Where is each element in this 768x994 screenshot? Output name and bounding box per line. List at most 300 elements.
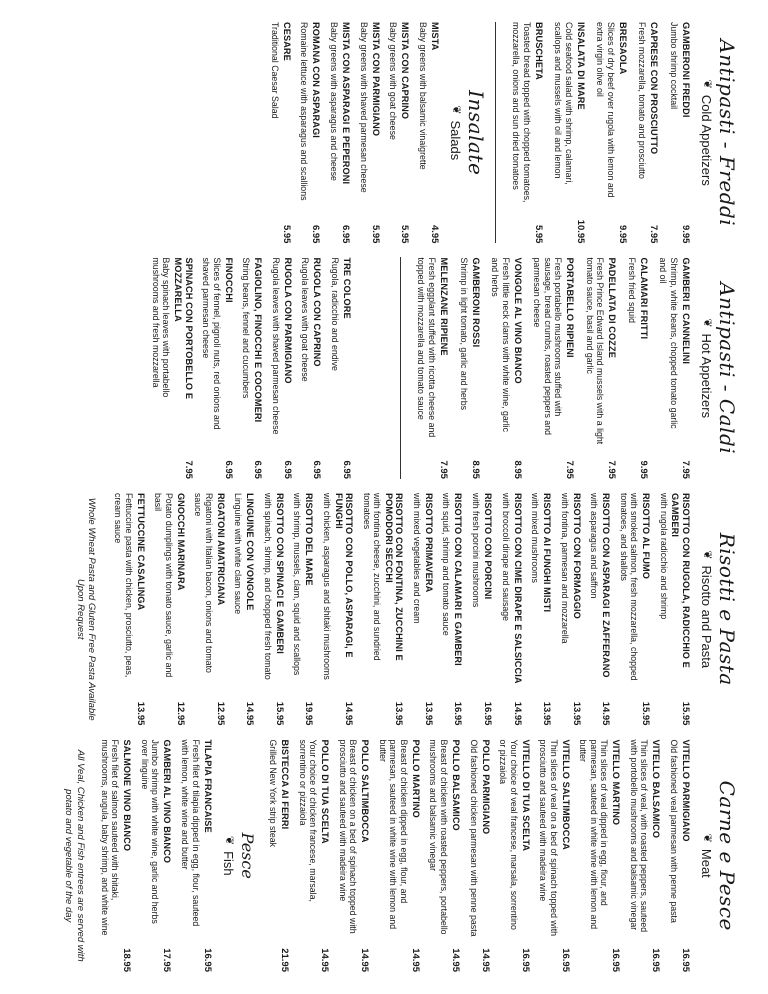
menu-item-name: RISOTTO AL FUMO [641, 492, 652, 579]
menu-item-name: ROMANA CON ASPARAGI [311, 22, 322, 138]
fish-subtitle: Fish [220, 851, 236, 876]
menu-item [262, 493, 285, 726]
menu-item-row [482, 493, 493, 726]
menu-item-name: PORTABELLO RIPIENI [565, 257, 576, 358]
menu-item-price: 6.95 [310, 224, 322, 244]
menu-item-row [560, 739, 571, 972]
salads-subtitle-row [448, 22, 463, 243]
menu-item [150, 257, 193, 478]
menu-item-row [121, 739, 132, 972]
menu-item-name: TILAPIA FRANCAISE [202, 739, 213, 833]
menu-item-price: 5.95 [399, 224, 411, 244]
menu-item [361, 493, 404, 726]
menu-item [269, 22, 292, 243]
menu-item [626, 257, 649, 478]
menu-item [498, 739, 531, 972]
menu-item-desc: Thin slices of veal, with roasted peppers, sauteed with portobello mushrooms and balsamic vinegar [628, 739, 650, 933]
menu-item [500, 493, 523, 726]
menu-item-price: 14.95 [244, 701, 256, 726]
menu-item [139, 739, 172, 972]
menu-item-desc: Your choice of chicken francese, marsala, sorrentino or pizzaiola [297, 739, 319, 902]
menu-item-name: RISOTTO DEL MARE [304, 492, 315, 586]
menu-item-desc: Rugola leaves with goat cheese [300, 257, 311, 382]
menu-item-row [423, 493, 434, 726]
salads-divider [400, 257, 401, 478]
menu-item-price: 7.95 [606, 460, 618, 479]
menu-item-row [244, 493, 255, 726]
menu-item-row [282, 257, 293, 478]
cold-title: Antipasti - Freddi [715, 39, 739, 227]
menu-item [628, 739, 661, 972]
menu-item-desc: Toasted bread topped with chopped tomatoes, mozzarella, onions and sun dried tomatoes [511, 22, 532, 203]
menu-item [589, 493, 612, 726]
menu-item-price: 16.95 [610, 948, 622, 972]
menu-item [328, 22, 351, 243]
menu-item-desc: with rugola radicchio and shrimp [658, 492, 669, 620]
menu-item [470, 493, 493, 726]
menu-item-desc: Traditional Caesar Salad [269, 22, 280, 119]
menu-item-desc: Grilled New York strip steak [268, 739, 279, 848]
menu-item-price: 7.95 [437, 460, 449, 479]
menu-item-price: 6.95 [339, 224, 351, 244]
menu-item [530, 493, 553, 726]
menu-item-desc: Jumbo shrimp cocktail [669, 22, 679, 110]
menu-item-desc: Breast of chicken dipped in egg, flour, and parmesan, sauteed in white wine with lemon and butter [377, 739, 409, 930]
menu-item-price: 21.95 [279, 948, 291, 972]
menu-item-price: 14.95 [479, 948, 491, 972]
menu-item-desc: Breast of chicken with roasted peppers, portabello mushrooms and balsamic vinegar [428, 739, 449, 935]
menu-item-row [281, 22, 292, 243]
menu-item-name: GAMBERI AL VINO BIANCO [162, 739, 173, 864]
menu-item-price: 10.95 [574, 219, 586, 244]
menu-item-price: 17.95 [161, 948, 173, 972]
menu-item [668, 739, 691, 972]
menu-item-row [680, 22, 691, 243]
menu-item-desc: Breast of chicken on a bed of spinach topped with prosciutto and sauteed with madeira wine [337, 739, 359, 934]
menu-item-desc: Jumbo shrimp with white wine, garlic and herbs over linguine [139, 739, 161, 924]
menu-item-desc: with spinach, shrimp, and chopped fresh tomato [262, 492, 273, 680]
menu-item-row [223, 257, 234, 478]
menu-item-price: 14.95 [600, 701, 612, 726]
menu-item-name: RISOTTO PRIMAVERA [423, 492, 434, 593]
menu-item-name: RISOTTO CON FONTINA, ZUCCHINI E POMODORI SECCHI [383, 492, 405, 661]
menu-item-price: 6.95 [222, 460, 234, 479]
menu-item [416, 257, 449, 478]
menu-item-name: VITELLO DI TUA SCELTA [520, 739, 531, 852]
menu-item-row [680, 257, 691, 478]
salads-left-list [262, 22, 439, 243]
menu-item-name: MELENZANE RIPIENE [438, 257, 449, 356]
meat-list [261, 739, 691, 972]
menu-item-row [680, 739, 691, 972]
menu-item-row [452, 493, 463, 726]
menu-item [595, 22, 628, 243]
menu-item-price: 14.95 [409, 948, 421, 972]
menu-item-price: 15.95 [273, 701, 285, 726]
menu-item-row [311, 257, 322, 478]
menu-item-name: VONGOLE AL VINO BIANCO [512, 257, 523, 384]
menu-item-row [670, 493, 691, 726]
meat-subtitle: Meat [699, 848, 714, 878]
menu-item-name: RISOTTO CON POLLO, ASPARAGI, E FUNGHI [333, 492, 355, 658]
menu-item [268, 739, 291, 972]
menu-item-name: GAMBERONI ROSSI [470, 257, 481, 348]
heart-icon: ❦ [701, 79, 713, 89]
menu-item-row [279, 739, 290, 972]
menu-item-price: 19.95 [303, 701, 315, 726]
menu-item-name: POLLO DI TUA SCELTA [320, 739, 331, 844]
menu-item-row [370, 22, 381, 243]
menu-item [553, 22, 586, 243]
fish-list [92, 739, 212, 972]
menu-item [428, 739, 461, 972]
menu-item-desc: Old fashioned veal parmesan with penne pasta [669, 739, 679, 923]
column-left [18, 22, 742, 243]
menu-item-row [340, 22, 351, 243]
menu-item-desc: Shrimp in light tomato, garlic and herbs [458, 257, 469, 411]
column-pasta [18, 493, 742, 726]
menu-item-desc: Old fashioned chicken parmesan with penne pasta [468, 739, 479, 937]
menu-item-desc: with mixed vegetables and cream [411, 492, 422, 624]
menu-item-price: 13.95 [570, 701, 582, 726]
menu-item-name: RISOTTO CON SPINACI E GAMBERI [274, 492, 285, 654]
heart-icon: ❦ [449, 105, 462, 115]
menu-item-desc: Thin slices of veal dipped in egg, flour, and parmesan, sauteed in white wine with lemon and butter [578, 739, 610, 930]
menu-item-desc: Fresh filet of tilapia dipped in egg, flour, sauteed with lemon, white wine and butter [179, 739, 201, 927]
menu-item-row [520, 739, 531, 972]
menu-item [292, 493, 315, 726]
menu-item-price: 6.95 [340, 460, 352, 479]
menu-item-desc: Fresh fried squid [626, 257, 637, 323]
menu-item-price: 16.95 [452, 701, 464, 726]
menu-item [153, 493, 186, 726]
menu-item-row [135, 493, 146, 726]
menu-item-row [202, 739, 213, 972]
menu-item-name: RUGOLA CON CAPRINO [312, 257, 323, 367]
salads-title: Insalate [463, 90, 488, 176]
menu-item-price: 15.95 [680, 701, 691, 726]
menu-item [618, 493, 651, 726]
menu-item-desc: with fresh porcini mushrooms [471, 492, 482, 608]
menu-item-desc: with broccoli dirape and sausage [500, 492, 511, 622]
menu-item-row [383, 493, 404, 726]
menu-item [329, 257, 352, 478]
menu-item-price: 6.95 [281, 460, 293, 479]
menu-item-row [617, 22, 628, 243]
menu-item-row [399, 22, 410, 243]
menu-item-price: 12.95 [214, 701, 226, 726]
menu-item-row [648, 22, 659, 243]
menu-item [99, 739, 132, 972]
menu-item-name: CAPRESE CON PROSCIUTTO [649, 22, 660, 155]
menu-item-row [571, 493, 582, 726]
menu-item-name: BRESAOLA [617, 22, 628, 75]
menu-item [113, 493, 146, 726]
menu-item-desc: Rugola, radicchio and endive [329, 257, 340, 371]
menu-item-desc: Fresh little neck clams with white wine, garlic and herbs [490, 257, 511, 432]
pesce-title: Pesce [237, 832, 257, 879]
meat-footer: All Veal, Chicken and Fish entrees are served with potato and vegetable of the day [63, 749, 87, 962]
menu-item-name: MISTA CON PARMIGIANO [370, 22, 381, 137]
menu-item-price: 18.95 [121, 948, 133, 972]
menu-item-row [333, 493, 354, 726]
meat-title: Carne e Pesce [715, 780, 739, 931]
menu-item-row [564, 257, 575, 478]
pasta-footer: Whole Wheat Pasta and Gluten Free Pasta Available Upon Request [74, 497, 98, 721]
menu-item-desc: Fresh filet of salmon sauteed with shitaki, mushrooms, arugula, baby shrimp, and white wine [99, 739, 121, 936]
pasta-list [106, 493, 692, 726]
menu-item-price: 4.95 [428, 224, 440, 244]
heart-icon: ❦ [701, 833, 713, 843]
menu-item [441, 493, 464, 726]
menu-item-desc: Baby greens with goat cheese [388, 22, 399, 140]
menu-item-name: FAGIOLINO, FINOCCHI E COCOMERI [253, 257, 264, 423]
menu-item [179, 739, 212, 972]
menu-item-row [600, 493, 611, 726]
hot-subtitle: Hot Appetizers [699, 333, 714, 419]
menu-item [193, 493, 226, 726]
menu-item-desc: Fresh Prince Edward Island mussels with a light tomato sauce, basil and garlic [584, 257, 606, 445]
hot-title: Antipasti - Caldi [715, 282, 739, 455]
menu-item-row [252, 257, 263, 478]
menu-item [532, 257, 576, 478]
menu-item-desc: Rigatoni with Italian bacon, onions and tomato sauce [193, 492, 214, 673]
menu-item-desc: with fontina cheese, zucchini, and sundried tomatoes [361, 492, 383, 661]
menu-item [411, 493, 434, 726]
menu-item-name: MISTA [429, 22, 440, 51]
menu-item [511, 22, 544, 243]
menu-item [538, 739, 571, 972]
menu-item-name: GAMBERONI FREDDI [681, 22, 691, 118]
menu-item-price: 14.95 [319, 948, 331, 972]
menu-item [388, 22, 411, 243]
menu-item [358, 22, 381, 243]
menu-item-name: RISOTTO CON ASPARAGI E ZAFFERANO [601, 492, 612, 678]
menu-item [490, 257, 523, 478]
menu-item-price: 14.95 [449, 948, 461, 972]
fish-subtitle-row [221, 739, 236, 972]
menu-item-name: GAMBERI E CANNELINI [681, 257, 691, 365]
menu-item-desc: Fettuccine pasta with chicken, prosciutto, peas, cream sauce [113, 492, 134, 678]
menu-item-price: 5.95 [280, 224, 292, 244]
menu-item-name: VITELLO BALSAMICO [651, 739, 662, 839]
menu-item [299, 22, 322, 243]
menu-item-desc: with mixed mushrooms [530, 492, 541, 583]
menu-item [637, 22, 660, 243]
menu-item-price: 8.95 [469, 460, 481, 479]
salads-subtitle: Salads [447, 120, 463, 161]
column-meat [18, 739, 742, 972]
menu-item-row [319, 739, 330, 972]
menu-item-price: 5.95 [369, 224, 381, 244]
menu-item [417, 22, 440, 243]
menu-item-desc: Slices of dry beef over rugola with lemon and extra virgin olive oil [595, 22, 616, 198]
menu-item [668, 22, 691, 243]
menu-item-name: INSALATA DI MARE [575, 22, 586, 110]
menu-item [458, 257, 481, 478]
menu-item-price: 9.95 [637, 460, 649, 479]
menu-item-name: RISOTTO CON FORMAGGIO [571, 492, 582, 619]
menu-item-desc: Romaine lettuce with asparagus and scallions [299, 22, 310, 201]
menu-item [201, 257, 234, 478]
menu-item-name: LINGUINE CON VONGOLE [245, 492, 256, 611]
menu-item-price: 16.95 [559, 948, 571, 972]
menu-item-name: POLLO PARMIGIANO [480, 739, 491, 835]
menu-item-desc: Thin slices of veal on a bed of spinach topped with prosciutto and sauteed with madeira wine [538, 739, 559, 937]
menu-item-name: TRE COLORE [341, 257, 352, 319]
menu-item-desc: Fresh eggplant stuffed with ricotta cheese and topped with mozzarella and tomato sauce [416, 257, 437, 438]
menu-item-name: BRUSCHETA [533, 22, 544, 80]
menu-item-row [410, 739, 421, 972]
menu-item-name: RIGATONI AMATRICIANA [215, 492, 226, 606]
menu-item-row [215, 493, 226, 726]
menu-item-desc: Baby spinach leaves with portabello mushrooms and fresh mozzarella [150, 257, 172, 398]
menu-item-price: 5.95 [532, 224, 544, 244]
heart-icon: ❦ [222, 835, 235, 846]
salads-divider [495, 22, 496, 243]
menu-item-row [650, 739, 661, 972]
menu-item-price: 13.95 [422, 701, 434, 726]
salads-right-spacer [352, 257, 396, 478]
menu-item-price: 16.95 [519, 948, 531, 972]
salads-right-list [143, 257, 352, 478]
menu-item-name: RISOTTO CON RUGOLA, RADICCHIO E GAMBERI [670, 492, 691, 668]
cold-subtitle-row [699, 22, 714, 243]
menu-item-row [533, 22, 544, 243]
menu-item-name: CESARE [281, 22, 292, 61]
menu-item-row [470, 257, 481, 478]
menu-item-name: MISTA CON CAPRINO [400, 22, 411, 120]
menu-item-desc: Baby greens with shaved parmesan cheese [358, 22, 369, 193]
pasta-subtitle-row [699, 493, 714, 726]
menu-item-row [450, 739, 461, 972]
menu-item-desc: Baby greens with asparagus and cheese [328, 22, 339, 181]
menu-item-name: POLLO SALTIMBOCCA [360, 739, 371, 843]
menu-item-name: FETTUCCINE CASALINGA [135, 492, 146, 611]
menu-item-desc: with fontina, parmesan and mozzarella [559, 492, 570, 644]
menu-item-desc: Fresh portabello mushrooms stuffed with sausage, bread crumbs, roasted peppers and parmesan cheese [532, 257, 564, 435]
menu-item-price: 16.95 [482, 701, 494, 726]
menu-item-name: VITELLO MARTINO [611, 739, 622, 826]
menu-item-price: 7.95 [680, 460, 691, 479]
menu-item-desc: Linguine with white clam sauce [233, 492, 244, 615]
menu-item-desc: with asparagus and saffron [589, 492, 600, 599]
menu-item-row [438, 257, 449, 478]
menu-item-desc: Shrimp, white beans, chopped tomato garlic and oil [658, 257, 679, 429]
menu-item [233, 493, 256, 726]
menu-item-row [610, 739, 621, 972]
menu-item-desc: Rugola leaves with shaved parmesan cheese [270, 257, 281, 435]
menu-item [658, 257, 691, 478]
menu-item-row [359, 739, 370, 972]
meat-subtitle-row [699, 739, 714, 972]
menu-item-price: 16.95 [650, 948, 662, 972]
hot-subtitle-row [699, 257, 714, 478]
menu-item-price: 13.95 [541, 701, 553, 726]
menu-item-price: 13.95 [134, 701, 146, 726]
menu-item-row [161, 739, 172, 972]
menu-item [270, 257, 293, 478]
menu-item-name: VITELLO SALTIMBOCCA [560, 739, 571, 850]
menu-item [468, 739, 491, 972]
menu-item-price: 8.95 [511, 460, 523, 479]
menu-item-name: FINOCCHI [223, 257, 234, 303]
menu-item-desc: Fresh mozzarella, tomato and prosciutto [637, 22, 648, 179]
menu-item-price: 14.95 [511, 701, 523, 726]
menu-item-price: 12.95 [174, 701, 186, 726]
menu-item-desc: with smoked salmon, fresh mozzarella, chopped tomatoes, and shallots [618, 492, 640, 681]
pasta-title: Risotti e Pasta [715, 532, 739, 686]
menu-item-desc: Baby greens with balsamic vinaigrette [417, 22, 428, 170]
menu-item-desc: Potato dumplings with tomato sauce, garlic and basil [153, 492, 174, 678]
menu-item-desc: with chicken, asparagus and shitaki mushrooms [321, 492, 332, 680]
menu-item [300, 257, 323, 478]
menu-item-row [303, 493, 314, 726]
menu-item-name: RISOTTO CON CALAMARI E GAMBERI [453, 492, 464, 666]
pasta-subtitle: Risotto and Pasta [699, 565, 714, 669]
menu-item [241, 257, 264, 478]
menu-item-desc: with shrimp, mussels, clam, squid and scallops [292, 492, 303, 676]
hot-list [407, 257, 691, 478]
menu-item-row [541, 493, 552, 726]
heart-icon: ❦ [701, 550, 713, 560]
menu-item-name: BISTECCA AI FERRI [280, 739, 291, 830]
cold-list [502, 22, 691, 243]
menu-item-row [341, 257, 352, 478]
menu-item [578, 739, 622, 972]
menu-item-desc: Your choice of veal francese, marsala, sorrentino or pizzaiola [498, 739, 519, 930]
menu-item-row [310, 22, 321, 243]
column-hot [18, 257, 742, 478]
menu-item-name: MISTA CON ASPARAGI E PEPERONI [340, 22, 351, 185]
menu-item [377, 739, 421, 972]
menu-item-name: RISOTTO CON CIME DIRAPE E SALSICCIA [512, 492, 523, 684]
menu-item-name: RUGOLA CON PARMIGIANO [282, 257, 293, 384]
menu-item-row [638, 257, 649, 478]
menu-item-desc: with squid, shrimp and tomato sauce [441, 492, 452, 636]
menu-item-price: 9.95 [680, 224, 691, 244]
menu-item-price: 13.95 [393, 701, 405, 726]
menu-item-price: 7.95 [182, 460, 194, 479]
menu-item-name: GNOCCHI MARINARA [175, 492, 186, 591]
menu-item-row [274, 493, 285, 726]
menu-item-row [175, 493, 186, 726]
menu-item-price: 16.95 [201, 948, 213, 972]
menu-item-name: SPINACH CON PORTOBELLO E MOZZARELLA [173, 257, 194, 400]
menu-item-name: RISOTTO CON PORCINI [483, 492, 494, 600]
cold-subtitle: Cold Appetizers [699, 94, 714, 186]
menu-item-price: 7.95 [648, 224, 660, 244]
menu-item-name: POLLO MARTINO [410, 739, 421, 818]
menu-item-name: RISOTTO AI FUNGHI MISTI [542, 492, 553, 613]
menu-item-row [512, 493, 523, 726]
menu-item-desc: Slices of fennel, pignoli nuts, red onions and shaved parmesan cheese [201, 257, 222, 430]
menu-item-row [640, 493, 651, 726]
menu-item-price: 14.95 [343, 701, 355, 726]
menu-item-row [575, 22, 586, 243]
menu-item [658, 493, 691, 726]
menu-item-price: 6.95 [252, 460, 264, 479]
menu-item-row [429, 22, 440, 243]
menu-item-desc: String beans, fennel and cucumbers [241, 257, 252, 399]
menu-item-price: 14.95 [359, 948, 371, 972]
menu-item [297, 739, 330, 972]
menu-item-desc: Cold seafood salad with shrimp, calamari, scallops and mussels with oil and lemon [553, 22, 574, 185]
menu-item-name: PADELLATA DI COZZE [607, 257, 618, 358]
menu-item-price: 9.95 [616, 224, 628, 244]
menu-item-row [172, 257, 193, 478]
menu-item-row [480, 739, 491, 972]
